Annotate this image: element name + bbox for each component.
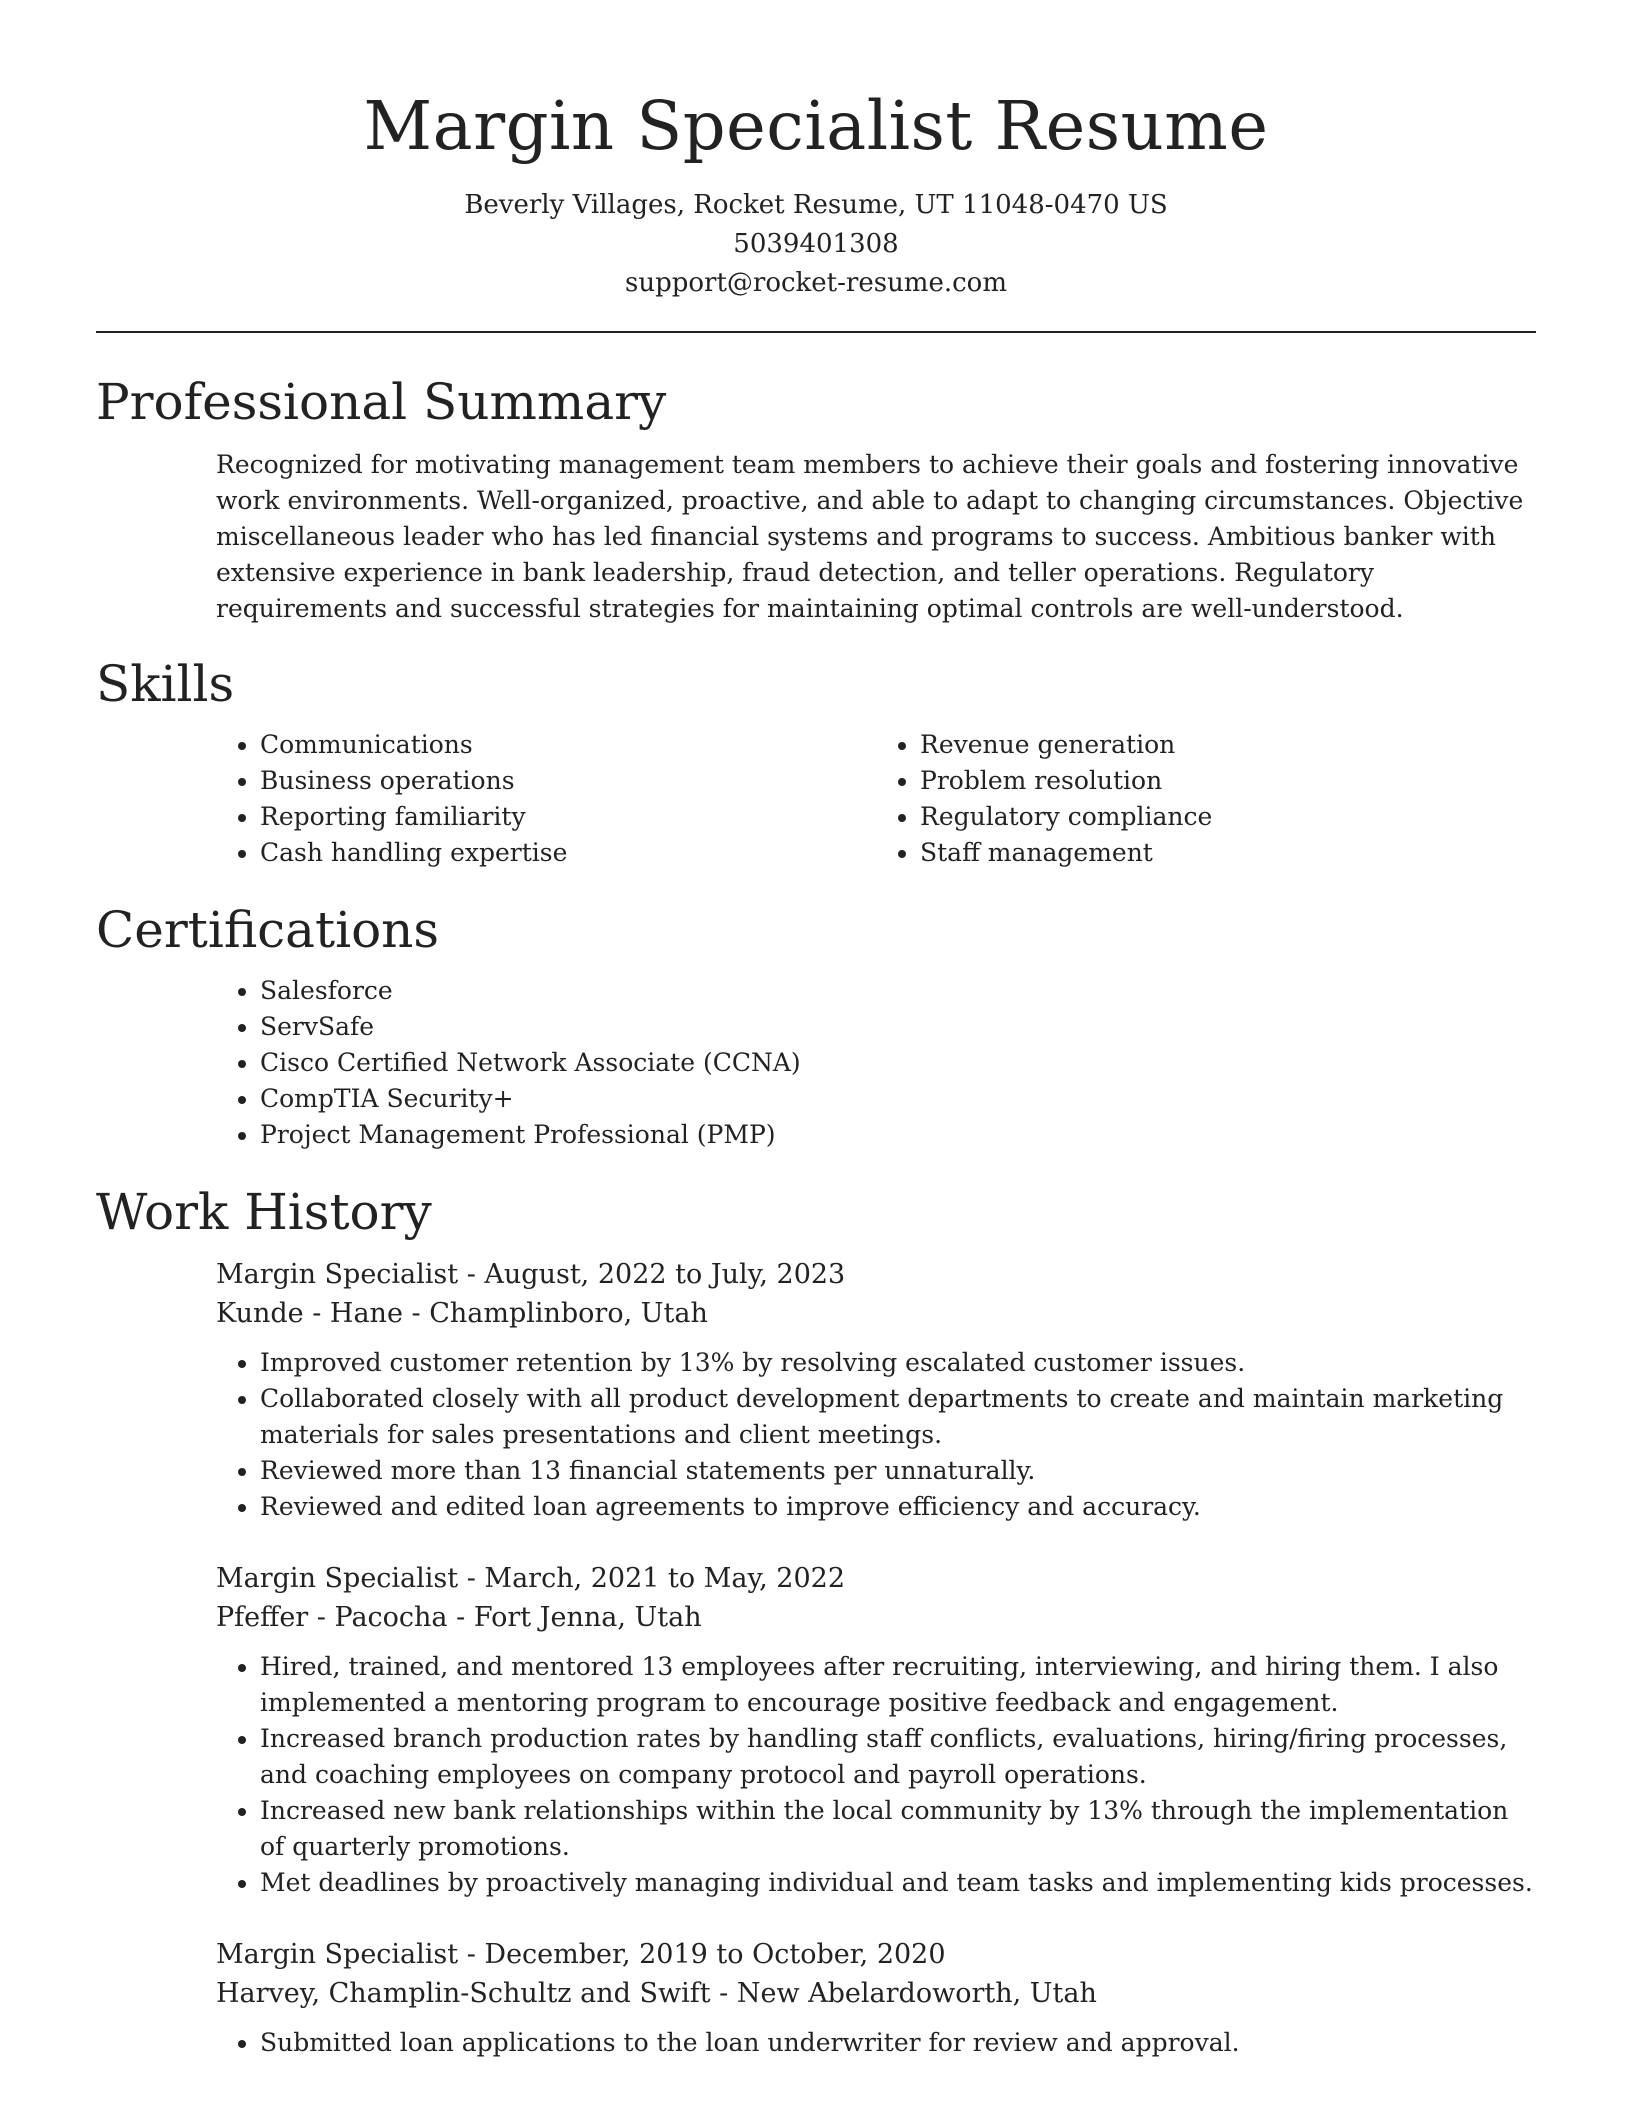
certifications-heading: Certifications bbox=[96, 901, 440, 959]
job-bullet: • Increased new bank relationships within the local community by 13% through the implementation of quarterly promotions. bbox=[260, 1793, 1536, 1865]
job-company-location: Pfeffer - Pacocha - Fort Jenna, Utah bbox=[216, 1602, 702, 1633]
job-company-location: Kunde - Hane - Champlinboro, Utah bbox=[216, 1298, 708, 1329]
job-bullet: • Increased branch production rates by handling staff conflicts, evaluations, hiring/firing processes, and coaching employees on company protocol and payroll operations. bbox=[260, 1721, 1536, 1793]
skill-item: • Communications bbox=[260, 727, 876, 763]
skills-heading: Skills bbox=[96, 655, 235, 713]
summary-text: Recognized for motivating management team members to achieve their goals and fostering innovative work environments. Well-organized, proactive, and able to adapt to changing circumstances. Objective miscellaneous leader who has led financial systems and programs to success. Ambitious banker with extensive experience in bank leadership, fraud detection, and teller operations. Regulatory requirements and successful strategies for maintaining optimal controls are well-understood. bbox=[216, 450, 1524, 623]
certification-item: • ServSafe bbox=[260, 1009, 1536, 1045]
certification-item: • Salesforce bbox=[260, 973, 1536, 1009]
job-role-dates: Margin Specialist - August, 2022 to July, 2023 bbox=[216, 1259, 846, 1290]
job-role-dates: Margin Specialist - March, 2021 to May, 2022 bbox=[216, 1563, 846, 1594]
job-bullets bbox=[216, 1649, 1536, 1901]
resume-page bbox=[96, 80, 1536, 2061]
contact-info bbox=[96, 186, 1536, 303]
skill-item: • Staff management bbox=[920, 835, 1536, 871]
resume-header bbox=[96, 80, 1536, 303]
job-role-dates: Margin Specialist - December, 2019 to October, 2020 bbox=[216, 1939, 946, 1970]
job-bullet: • Collaborated closely with all product development departments to create and maintain marketing materials for sales presentations and client meetings. bbox=[260, 1381, 1536, 1453]
job-entry bbox=[216, 1255, 1536, 1525]
job-bullets bbox=[216, 1345, 1536, 1525]
certification-item: • CompTIA Security+ bbox=[260, 1081, 1536, 1117]
job-bullet: • Met deadlines by proactively managing individual and team tasks and implementing kids processes. bbox=[260, 1865, 1536, 1901]
summary-heading: Professional Summary bbox=[96, 373, 667, 431]
job-bullet: • Hired, trained, and mentored 13 employees after recruiting, interviewing, and hiring them. I also implemented a mentoring program to encourage positive feedback and engagement. bbox=[260, 1649, 1536, 1721]
skills-columns bbox=[216, 727, 1536, 871]
skill-item: • Reporting familiarity bbox=[260, 799, 876, 835]
job-bullet: • Improved customer retention by 13% by resolving escalated customer issues. bbox=[260, 1345, 1536, 1381]
work-history-heading: Work History bbox=[96, 1183, 432, 1241]
job-bullet: • Reviewed more than 13 financial statements per unnaturally. bbox=[260, 1453, 1536, 1489]
job-entry bbox=[216, 1935, 1536, 2061]
certifications-list bbox=[216, 973, 1536, 1153]
skill-item: • Problem resolution bbox=[920, 763, 1536, 799]
job-company-location: Harvey, Champlin-Schultz and Swift - New Abelardoworth, Utah bbox=[216, 1978, 1097, 2009]
skill-item: • Regulatory compliance bbox=[920, 799, 1536, 835]
job-bullets bbox=[216, 2025, 1536, 2061]
contact-email: support@rocket-resume.com bbox=[624, 268, 1007, 298]
resume-title: Margin Specialist Resume bbox=[363, 87, 1269, 165]
skill-item: • Cash handling expertise bbox=[260, 835, 876, 871]
certification-item: • Project Management Professional (PMP) bbox=[260, 1117, 1536, 1153]
skills-list-left bbox=[216, 727, 876, 871]
job-bullet: • Reviewed and edited loan agreements to improve efficiency and accuracy. bbox=[260, 1489, 1536, 1525]
certification-item: • Cisco Certified Network Associate (CCNA) bbox=[260, 1045, 1536, 1081]
skill-item: • Business operations bbox=[260, 763, 876, 799]
job-bullet: • Submitted loan applications to the loan underwriter for review and approval. bbox=[260, 2025, 1536, 2061]
header-divider bbox=[96, 331, 1536, 333]
job-entry bbox=[216, 1559, 1536, 1901]
skill-item: • Revenue generation bbox=[920, 727, 1536, 763]
contact-address: Beverly Villages, Rocket Resume, UT 11048-0470 US bbox=[464, 190, 1168, 220]
contact-phone: 5039401308 bbox=[733, 229, 899, 259]
skills-list-right bbox=[876, 727, 1536, 871]
